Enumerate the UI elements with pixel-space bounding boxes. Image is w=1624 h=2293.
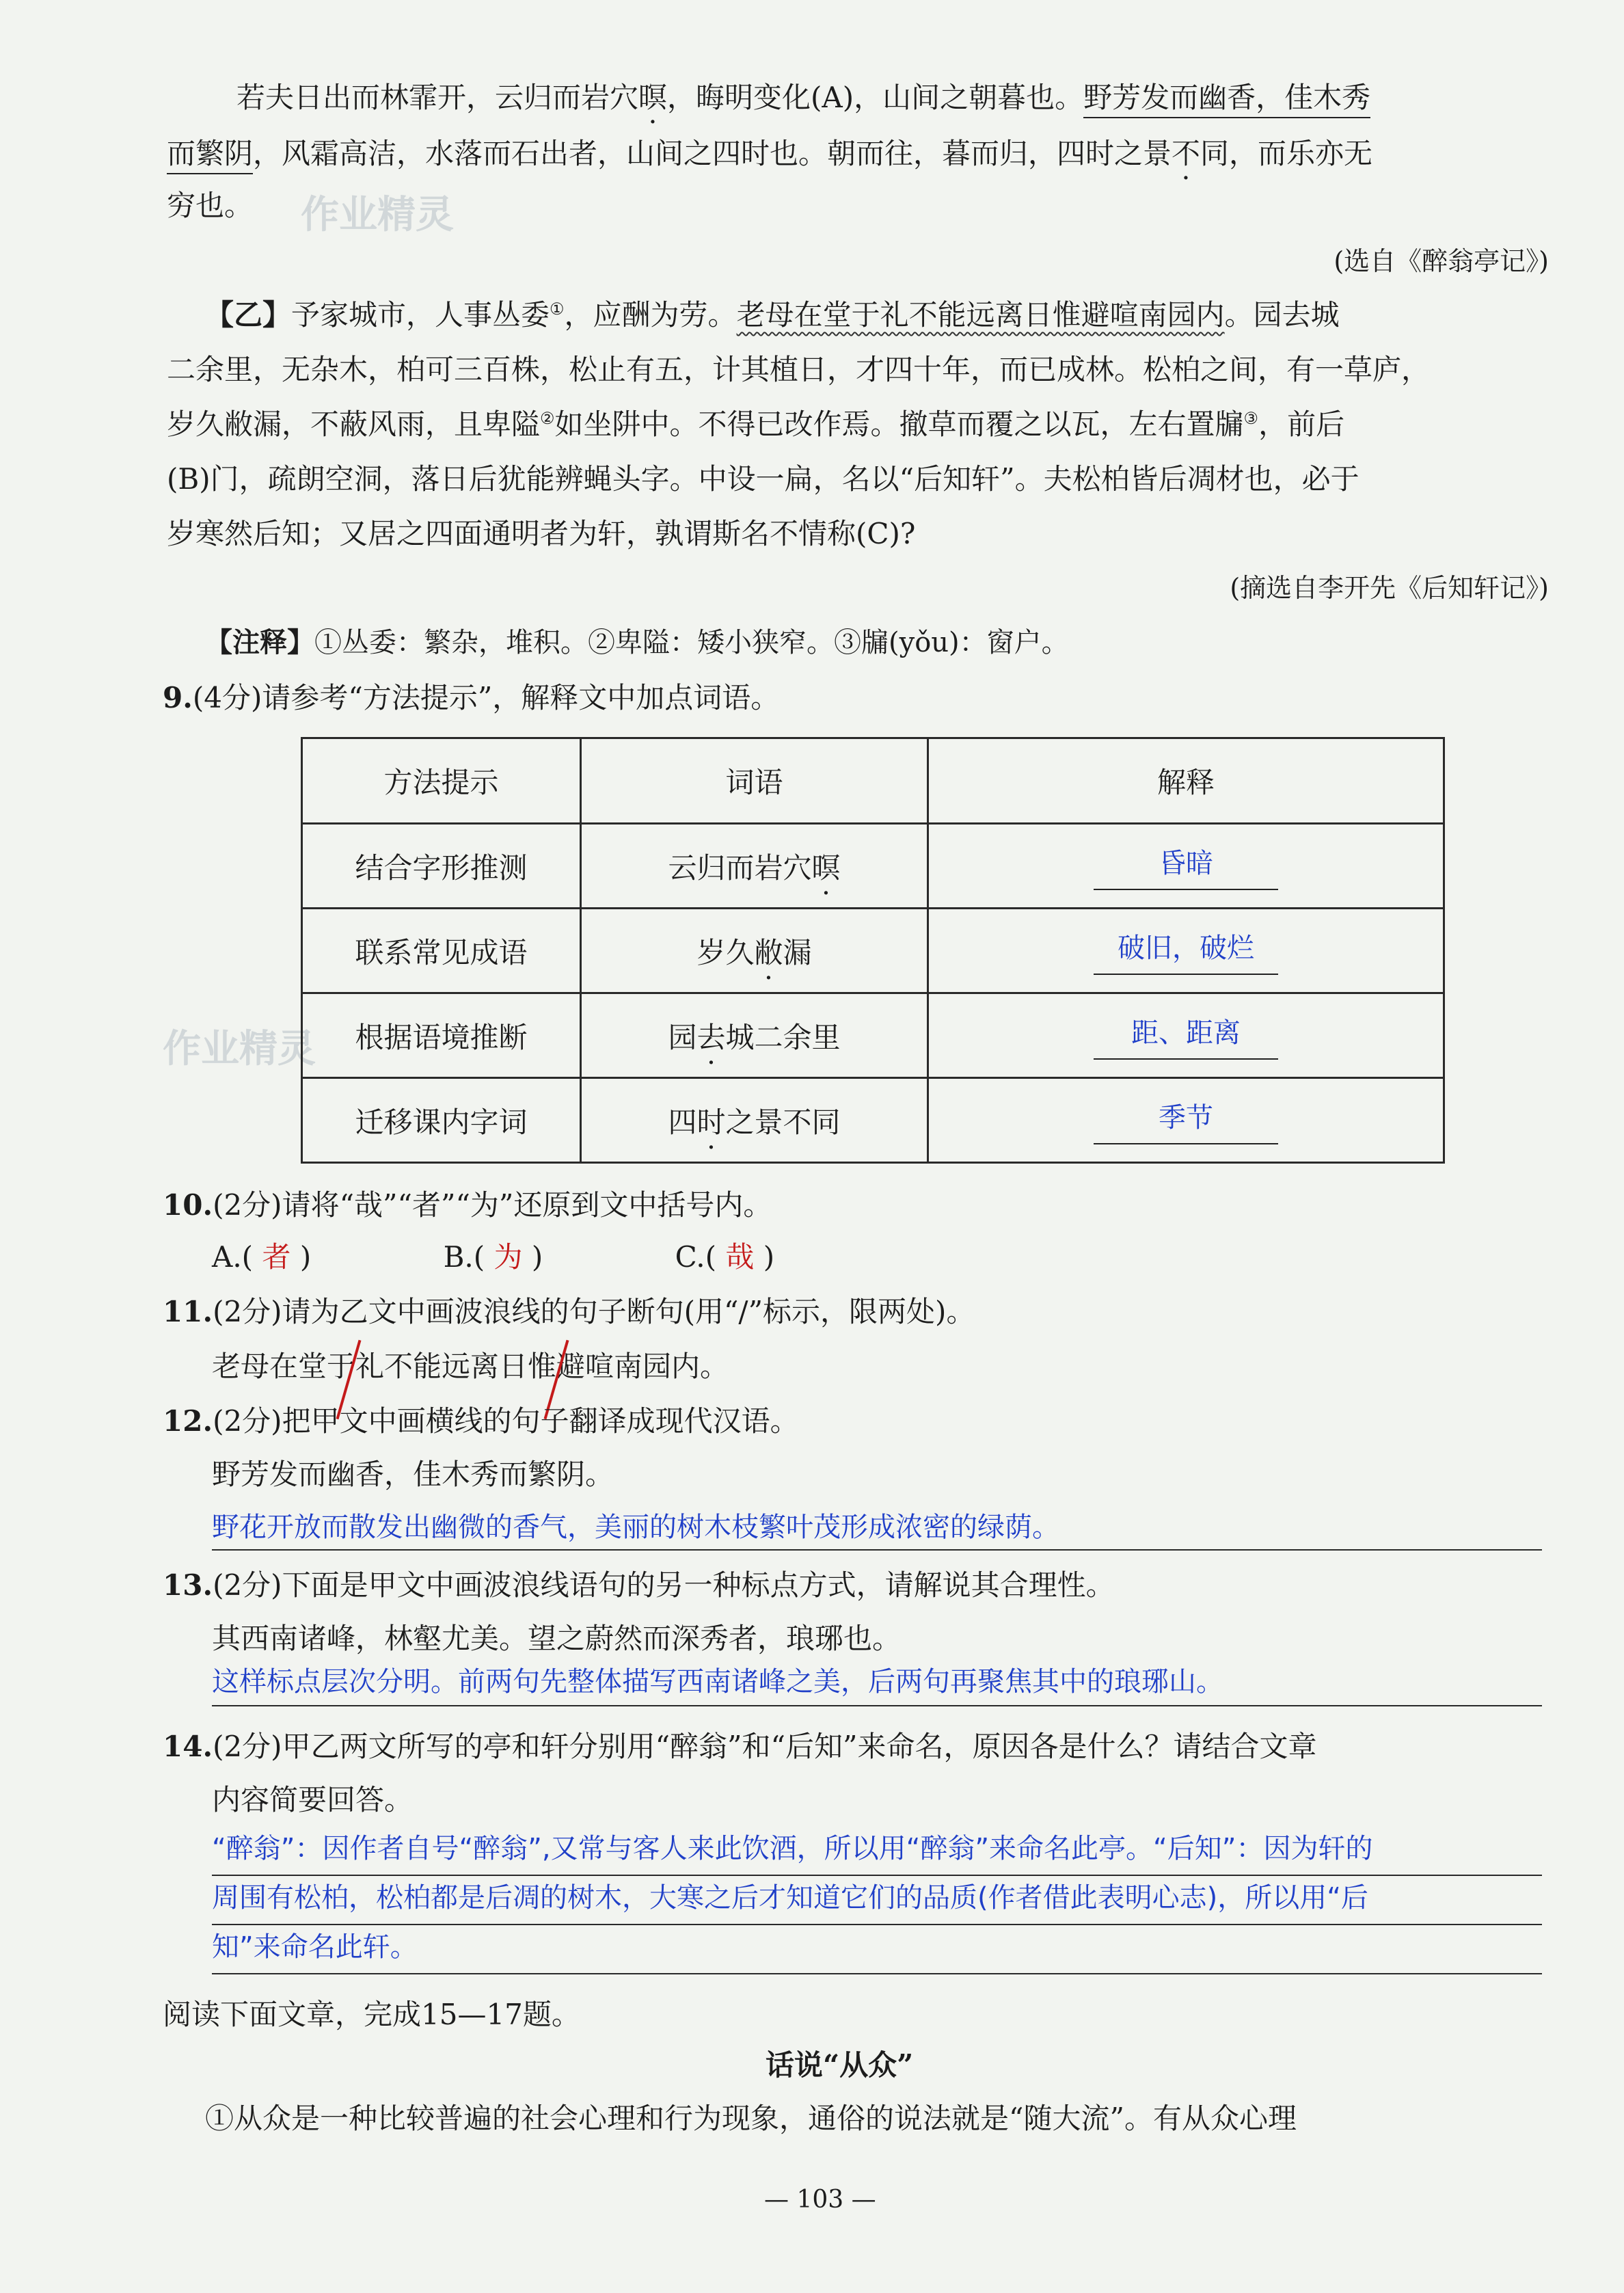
passage-b-line-2: 二余里，无杂木，柏可三百株，松止有五，计其植日，才四十年，而已成林。松柏之间，有一草庐， — [167, 353, 1431, 386]
watermark: 作业精灵 — [163, 1027, 316, 1071]
answer-line — [212, 1973, 1542, 1974]
passage-b-line-5: 岁寒然后知；又居之四面通明者为轩，孰谓斯名不情称(C)? — [167, 517, 916, 550]
word-cell: 岁久敝漏 — [581, 909, 928, 993]
q13-answer: 这样标点层次分明。前两句先整体描写西南诸峰之美，后两句再聚焦其中的琅琊山。 — [212, 1666, 1223, 1698]
header-cell: 词语 — [581, 738, 928, 824]
answer-cell: 季节 — [928, 1078, 1444, 1163]
watermark: 作业精灵 — [301, 193, 454, 237]
word-cell: 园去城二余里 — [581, 993, 928, 1078]
q9-table — [301, 737, 1445, 1164]
answer-cell: 距、距离 — [928, 993, 1444, 1078]
question-14: 14.(2分)甲乙两文所写的亭和轩分别用“醉翁”和“后知”来命名，原因各是什么？请结合文章 — [163, 1730, 1317, 1763]
passage-a-line-3: 穷也。 — [167, 189, 254, 222]
answer-cell: 昏暗 — [928, 824, 1444, 909]
passage-b-line-4: (B)门，疏朗空洞，落日后犹能辨蝇头字。中设一扁，名以“后知轩”。夫松柏皆后凋材也，必于 — [167, 462, 1359, 496]
question-10: 10.(2分)请将“哉”“者”“为”还原到文中括号内。 — [163, 1188, 772, 1222]
table-row — [302, 993, 1444, 1078]
reading-title: 话说“从众” — [766, 2048, 914, 2082]
passage-b-line-1: 【乙】予家城市，人事丛委①，应酬为劳。老母在堂于礼不能远离日惟避喧南园内。园去城 — [205, 298, 1340, 332]
passage-b-line-3: 岁久敝漏，不蔽风雨，且卑隘②如坐阱中。不得已改作焉。撤草而覆之以瓦，左右置牖③，前后 — [167, 407, 1345, 441]
word-cell: 四时之景不同 — [581, 1078, 928, 1163]
question-13: 13.(2分)下面是甲文中画波浪线语句的另一种标点方式，请解说其合理性。 — [163, 1568, 1115, 1602]
question-12: 12.(2分)把甲文中画横线的句子翻译成现代汉语。 — [163, 1404, 799, 1438]
table-row — [302, 824, 1444, 909]
header-cell: 方法提示 — [302, 738, 581, 824]
answer-line — [212, 1875, 1542, 1876]
q13-sentence: 其西南诸峰，林壑尤美。望之蔚然而深秀者，琅琊也。 — [212, 1622, 902, 1655]
table-header-row — [302, 738, 1444, 824]
option-b: B.( 为 ) — [443, 1240, 543, 1274]
table-row — [302, 1078, 1444, 1163]
method-cell: 结合字形推测 — [302, 824, 581, 909]
q12-sentence: 野芳发而幽香，佳木秀而繁阴。 — [212, 1458, 614, 1491]
q14-answer-1: “醉翁”：因作者自号“醉翁”,又常与客人来此饮酒，所以用“醉翁”来命名此亭。“后知”：因为轩的 — [212, 1833, 1373, 1864]
option-c: C.( 哉 ) — [675, 1240, 775, 1274]
q14-answer-2: 周围有松柏，松柏都是后凋的树木，大寒之后才知道它们的品质(作者借此表明心志)，所以用“后 — [212, 1882, 1368, 1914]
method-cell: 联系常见成语 — [302, 909, 581, 993]
question-14-cont: 内容简要回答。 — [212, 1783, 414, 1816]
method-cell: 根据语境推断 — [302, 993, 581, 1078]
notes: 【注释】①丛委：繁杂，堆积。②卑隘：矮小狭窄。③牖(yǒu)：窗户。 — [205, 626, 1069, 658]
passage-a-line-2: 而繁阴，风霜高洁，水落而石出者，山间之四时也。朝而往，暮而归，四时之景不同，而乐亦无 — [167, 137, 1372, 171]
answer-line — [212, 1705, 1542, 1706]
reading-intro: 阅读下面文章，完成15—17题。 — [163, 1998, 580, 2031]
passage-b-source: (摘选自李开先《后知轩记》) — [1230, 573, 1549, 603]
question-11: 11.(2分)请为乙文中画波浪线的句子断句(用“/”标示，限两处)。 — [163, 1295, 975, 1328]
passage-a-source: (选自《醉翁亭记》) — [1334, 246, 1549, 276]
reading-para-1: ①从众是一种比较普遍的社会心理和行为现象，通俗的说法就是“随大流”。有从众心理 — [205, 2102, 1297, 2135]
word-cell: 云归而岩穴暝 — [581, 824, 928, 909]
header-cell: 解释 — [928, 738, 1444, 824]
q11-sentence: 老母在堂于礼不能远离日惟避喧南园内。 — [212, 1350, 729, 1383]
q14-answer-3: 知”来命名此轩。 — [212, 1931, 418, 1963]
answer-line — [212, 1924, 1542, 1925]
method-cell: 迁移课内字词 — [302, 1078, 581, 1163]
q12-answer: 野花开放而散发出幽微的香气，美丽的树木枝繁叶茂形成浓密的绿荫。 — [212, 1512, 1059, 1543]
passage-a-line-1: 若夫日出而林霏开，云归而岩穴暝，晦明变化(A)，山间之朝暮也。野芳发而幽香，佳木秀 — [236, 81, 1370, 115]
page-number: — 103 — — [764, 2186, 876, 2214]
q10-options — [212, 1240, 774, 1274]
table-row — [302, 909, 1444, 993]
question-9: 9.(4分)请参考“方法提示”，解释文中加点词语。 — [163, 681, 780, 714]
answer-line — [212, 1549, 1542, 1551]
option-a: A.( 者 ) — [212, 1240, 312, 1274]
answer-cell: 破旧，破烂 — [928, 909, 1444, 993]
